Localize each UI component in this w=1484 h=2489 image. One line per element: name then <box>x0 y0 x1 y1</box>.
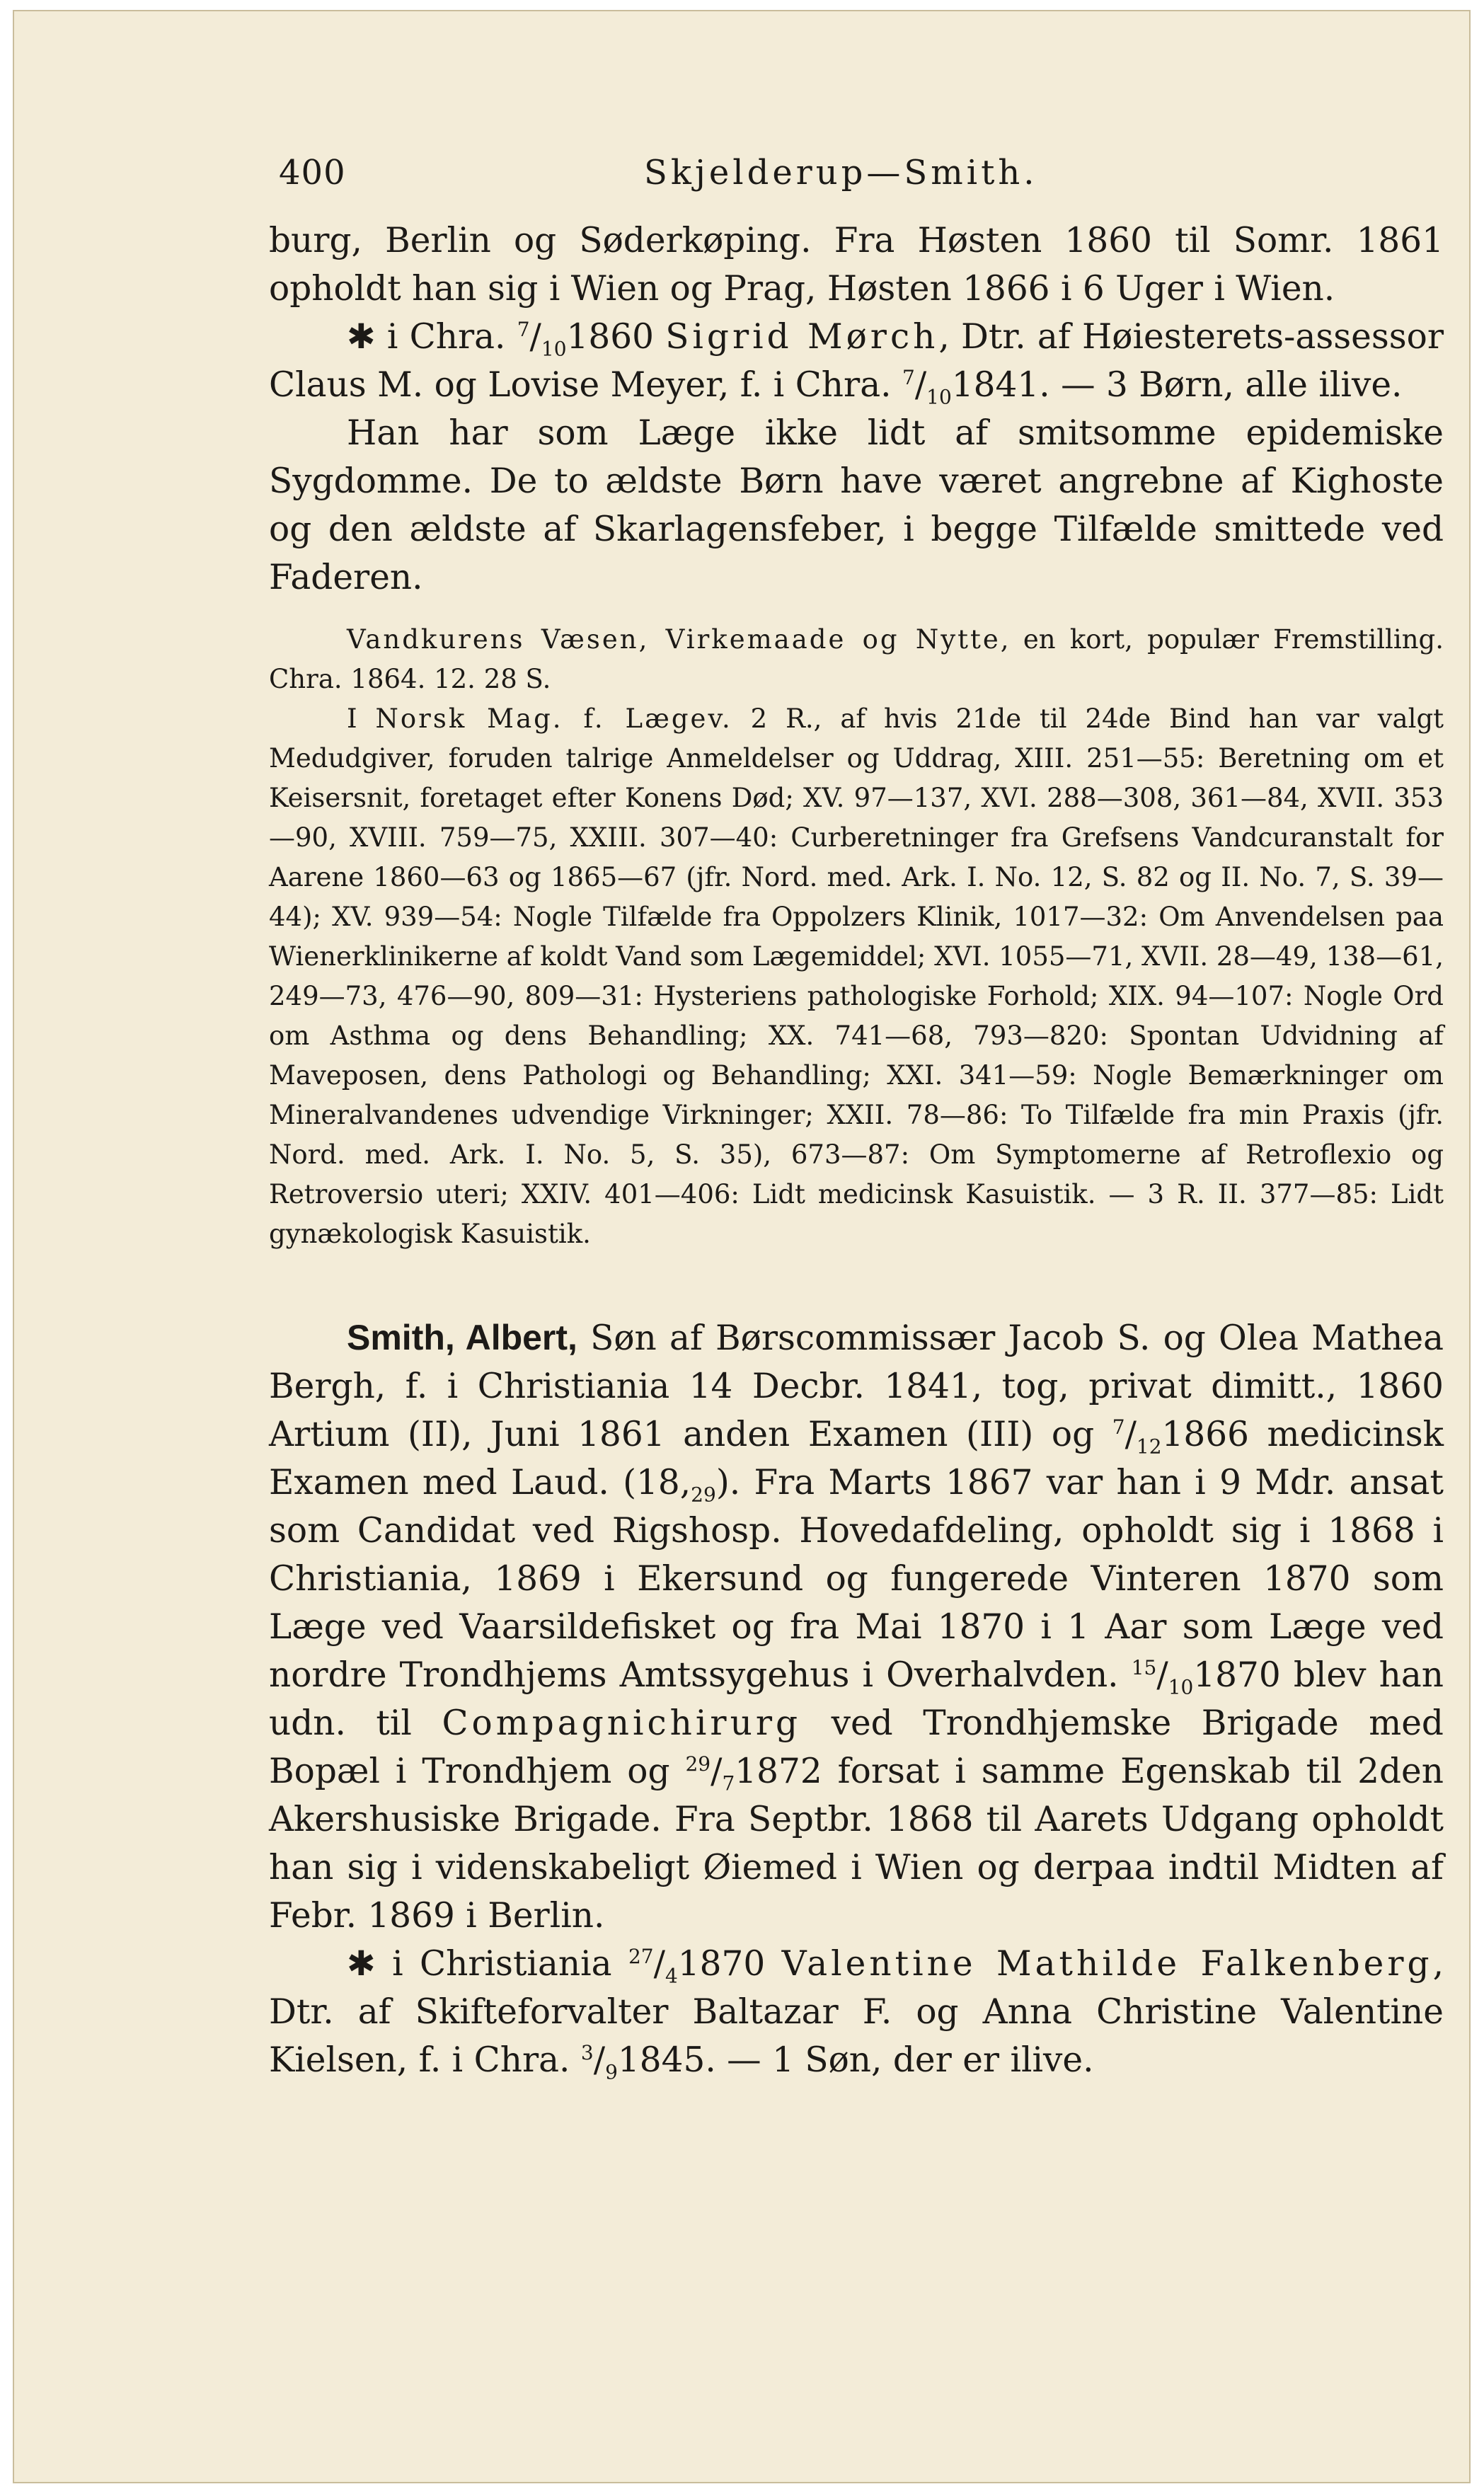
skjelderup-practice: Han har som Læge ikke lidt af smitsomme epidemiske Sygdomme. De to ældste Børn have været angrebne af Kighoste og den ældste af Skarlagensfeber, i begge Tilfælde smittede ved Faderen. <box>269 413 1444 597</box>
running-title: Skjelderup—Smith. <box>644 153 1038 192</box>
page-number: 400 <box>279 153 346 192</box>
wife-name: Sigrid Mørch <box>665 317 939 357</box>
exam-date: $^7/_{12}1866$ <box>1112 1415 1249 1459</box>
wife-birth-date: $^7/_{10}1841$ <box>902 365 1040 409</box>
transfer-date: $^{29}/_71872$ <box>685 1752 822 1795</box>
entry-name: Smith, Albert, <box>347 1318 577 1357</box>
entry-smith <box>269 1314 1444 2084</box>
marriage-date: $^{27}/_41870$ <box>628 1944 766 1988</box>
marriage-star-icon: ✱ <box>347 317 376 357</box>
book-title: Vandkurens Væsen, Virkemaade og Nytte <box>347 624 1001 655</box>
entry-separator <box>269 1254 1444 1314</box>
skjelderup-marriage: ✱ i Chra. $^7/_{10}1860$ Sigrid Mørch, Dtr. af Høiesterets-assessor Claus M. og Lovise Meyer, f. i Chra. $^7/_{10}1841$. — 3 Børn, alle ilive. <box>269 317 1444 409</box>
smith-marriage: ✱ i Christiania $^{27}/_41870$ Valentine Mathilde Falkenberg, Dtr. af Skifteforvalter Baltazar F. og Anna Christine Valentine Kielsen, f. i Chra. $^3/_91845$. — 1 Søn, der er ilive. <box>269 1944 1444 2084</box>
running-head <box>269 153 1444 217</box>
wife-name: Valentine Mathilde Falkenberg <box>781 1944 1433 1984</box>
journal-title: Norsk Mag. f. Lægev. <box>375 703 732 734</box>
entry-skjelderup <box>269 217 1444 1254</box>
book-page <box>269 153 1444 2084</box>
smith-biography: Smith, Albert, Søn af Børscommissær Jacob S. og Olea Mathea Bergh, f. i Christiania 14 Decbr. 1841, tog, privat dimitt., 1860 Artium (II), Juni 1861 anden Examen (III) og $^7/_{12}1866$ medicinsk Examen med Laud. $(18,_{29})$. Fra Marts 1867 var han i 9 Mdr. ansat som Candidat ved Rigshosp. Hovedafdeling, opholdt sig i 1868 i Christiania, 1869 i Ekersund og fungerede Vinteren 1870 som Læge ved Vaarsildefisket og fra Mai 1870 i 1 Aar som Læge ved nordre Trondhjems Amtssygehus i Overhalvden. $^{15}/_{10}1870$ blev han udn. til Compagnichirurg ved Trondhjemske Brigade med Bopæl i Trondhjem og $^{29}/_71872$ forsat i samme Egenskab til 2den Akershusiske Brigade. Fra Septbr. 1868 til Aarets Udgang opholdt han sig i videnskabeligt Øiemed i Wien og derpaa indtil Midten af Febr. 1869 i Berlin. <box>269 1318 1444 1936</box>
appointment-title: Compagnichirurg <box>442 1703 802 1743</box>
skjelderup-journal: I Norsk Mag. f. Lægev. 2 R., af hvis 21de til 24de Bind han var valgt Medudgiver, foruden talrige Anmeldelser og Uddrag, XIII. 251—55: Beretning om et Keisersnit, foretaget efter Konens Død; XV. 97—137, XVI. 288—308, 361—84, XVII. 353—90, XVIII. 759—75, XXIII. 307—40: Curberetninger fra Grefsens Vandcuranstalt for Aarene 1860—63 og 1865—67 (jfr. Nord. med. Ark. I. No. 12, S. 82 og II. No. 7, S. 39—44); XV. 939—54: Nogle Tilfælde fra Oppolzers Klinik, 1017—32: Om Anvendelsen paa Wienerklinikerne af koldt Vand som Lægemiddel; XVI. 1055—71, XVII. 28—49, 138—61, 249—73, 476—90, 809—31: Hysteriens pathologiske Forhold; XIX. 94—107: Nogle Ord om Asthma og dens Behandling; XX. 741—68, 793—820: Spontan Udvidning af Maveposen, dens Pathologi og Behandling; XXI. 341—59: Nogle Bemærkninger om Mineralvandenes udvendige Virkninger; XXII. 78—86: To Tilfælde fra min Praxis (jfr. Nord. med. Ark. I. No. 5, S. 35), 673—87: Om Symptomerne af Retroflexio og Retroversio uteri; XXIV. 401—406: Lidt medicinsk Kasuistik. — 3 R. II. 377—85: Lidt gynækologisk Kasuistik. <box>269 703 1444 1249</box>
marriage-star-icon: ✱ <box>347 1944 376 1984</box>
appointment-date: $^{15}/_{10}1870$ <box>1131 1655 1281 1699</box>
skjelderup-book: Vandkurens Væsen, Virkemaade og Nytte, en kort, populær Fremstilling. Chra. 1864. 12. 28 S. <box>269 624 1444 694</box>
page-sheet <box>13 10 1471 2483</box>
wife-birth-date: $^3/_91845$ <box>580 2040 706 2084</box>
laud-grade: 29 <box>691 1483 716 1507</box>
skjelderup-continuation: burg, Berlin og Søderkøping. Fra Høsten 1860 til Somr. 1861 opholdt han sig i Wien og Prag, Høsten 1866 i 6 Uger i Wien. <box>269 221 1444 309</box>
marriage-date: $^7/_{10}1860$ <box>517 317 654 361</box>
